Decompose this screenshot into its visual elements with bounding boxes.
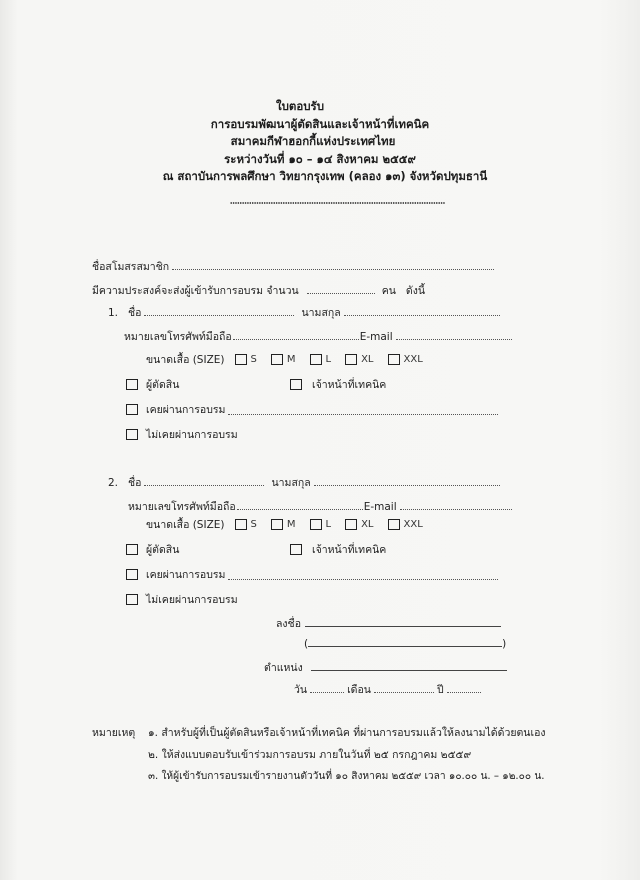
name-label: ชื่อ [128,307,142,319]
email-label: E-mail [363,501,397,513]
person-1-phone-field[interactable] [233,329,359,340]
header-course: การอบรมพัฒนาผู้ตัดสินและเจ้าหน้าที่เทคนิค [210,116,430,131]
attended-checkbox[interactable] [126,404,138,415]
referee-label: ผู้ตัดสิน [146,544,180,556]
name-label: ชื่อ [128,477,142,489]
intent-label: มีความประสงค์จะส่งผู้เข้ารับการอบรม จำนวน [92,285,299,297]
year-field[interactable] [447,682,481,693]
person-2-name-row [108,474,503,491]
attended-label: เคยผ่านการอบรม [146,404,226,416]
signature-row [276,615,501,632]
referee-checkbox[interactable] [126,544,138,555]
checkbox[interactable] [235,519,247,530]
person-2-attended-row [126,566,501,583]
header-title: ใบตอบรับ [275,99,325,113]
header-association: สมาคมกีฬาฮอกกี้แห่งประเทศไทย [230,134,396,148]
header-venue: ณ สถาบันการพลศึกษา วิทยากรุงเทพ (คลอง ๑๓) จังหวัดปทุมธานี [162,169,488,183]
member-club-label: ชื่อสโมสรสมาชิก [92,261,170,273]
size-label: ขนาดเสื้อ (SIZE) [146,354,225,366]
size-option-l[interactable]: L [310,354,332,365]
person-1-attended-row [126,401,501,418]
people-count-field[interactable] [307,283,375,294]
person-2-not-attended-row [126,591,238,608]
header-divider [230,201,445,205]
size-option-s[interactable]: S [235,354,257,365]
person-2-name-field[interactable] [144,475,264,486]
notes-label: หมายเหตุ [92,727,136,739]
document-header [0,98,640,186]
header-dates: ระหว่างวันที่ ๑๐ – ๑๔ สิงหาคม ๒๕๕๙ [224,151,416,166]
technical-checkbox[interactable] [290,379,302,390]
checkbox[interactable] [388,354,400,365]
signature-field[interactable] [305,616,501,627]
people-unit: คน [381,285,396,297]
referee-checkbox[interactable] [126,379,138,390]
person-1-attended-field[interactable] [228,404,498,415]
not-attended-checkbox[interactable] [126,429,138,440]
person-1-contact-row [124,328,515,345]
size-option-m[interactable]: M [271,354,296,365]
phone-label: หมายเลขโทรศัพท์มือถือ [124,331,232,343]
note-item-2: ๒. ให้ส่งแบบตอบรับเข้าร่วมการอบรม ภายในวันที่ ๒๕ กรกฎาคม ๒๕๕๙ [148,749,472,761]
attended-checkbox[interactable] [126,569,138,580]
email-label: E-mail [359,331,393,343]
person-1-size-row [146,351,437,368]
checkbox[interactable] [310,354,322,365]
day-field[interactable] [310,682,344,693]
person-2-contact-row [128,498,515,515]
checkbox[interactable] [345,354,357,365]
surname-label: นามสกุล [301,307,341,319]
paren-open: ( [304,638,309,650]
year-label: ปี [436,684,444,696]
phone-label: หมายเลขโทรศัพท์มือถือ [128,501,236,513]
person-2-role-row [126,541,386,558]
signature-label: ลงชื่อ [276,618,301,630]
checkbox[interactable] [310,519,322,530]
size-option-xxl[interactable]: XXL [388,519,423,530]
signature-name-field[interactable] [308,636,502,647]
checkbox[interactable] [271,519,283,530]
referee-label: ผู้ตัดสิน [146,379,180,391]
technical-label: เจ้าหน้าที่เทคนิค [312,544,387,556]
size-option-m[interactable]: M [271,519,296,530]
checkbox[interactable] [235,354,247,365]
member-club-row [92,258,497,275]
person-1-name-field[interactable] [144,305,294,316]
size-option-l[interactable]: L [310,519,332,530]
size-option-s[interactable]: S [235,519,257,530]
day-label: วัน [294,684,308,696]
technical-label: เจ้าหน้าที่เทคนิค [312,379,387,391]
person-1-not-attended-row [126,426,238,443]
person-1-name-row [108,304,503,321]
not-attended-checkbox[interactable] [126,594,138,605]
note-item-3: ๓. ให้ผู้เข้ารับการอบรมเข้ารายงานตัววันที่ ๑๐ สิงหาคม ๒๕๕๙ เวลา ๑๐.๐๐ น. – ๑๒.๐๐ น. [148,771,545,782]
size-option-xxl[interactable]: XXL [388,354,423,365]
position-field[interactable] [311,660,507,671]
person-2-attended-field[interactable] [228,569,498,580]
paren-close: ) [502,638,507,650]
signature-name-row [304,636,506,650]
person-1-surname-field[interactable] [344,305,500,316]
person-1-role-row [126,376,386,393]
position-row [264,659,507,676]
size-option-xl[interactable]: XL [345,519,373,530]
size-label: ขนาดเสื้อ (SIZE) [146,519,225,531]
checkbox[interactable] [271,354,283,365]
person-number: 2. [108,477,119,489]
checkbox[interactable] [388,519,400,530]
position-label: ตำแหน่ง [264,662,303,674]
person-2-size-row [146,516,437,533]
as-follows-label: ดังนี้ [405,285,426,297]
member-club-field[interactable] [172,259,494,270]
date-row [294,681,484,698]
technical-checkbox[interactable] [290,544,302,555]
note-item-1: ๑. สำหรับผู้ที่เป็นผู้ตัดสินหรือเจ้าหน้าที่เทคนิค ที่ผ่านการอบรมแล้วให้ลงนามได้ด้วยตนเอง [148,727,546,739]
person-2-phone-field[interactable] [237,499,363,510]
month-field[interactable] [374,682,434,693]
person-number: 1. [108,307,119,319]
not-attended-label: ไม่เคยผ่านการอบรม [146,594,238,606]
checkbox[interactable] [345,519,357,530]
month-label: เดือน [347,684,371,696]
surname-label: นามสกุล [271,477,311,489]
size-option-xl[interactable]: XL [345,354,373,365]
person-2-email-field[interactable] [400,499,512,510]
person-2-surname-field[interactable] [314,475,500,486]
attended-label: เคยผ่านการอบรม [146,569,226,581]
person-1-email-field[interactable] [396,329,512,340]
not-attended-label: ไม่เคยผ่านการอบรม [146,429,238,441]
intent-row [92,282,425,299]
